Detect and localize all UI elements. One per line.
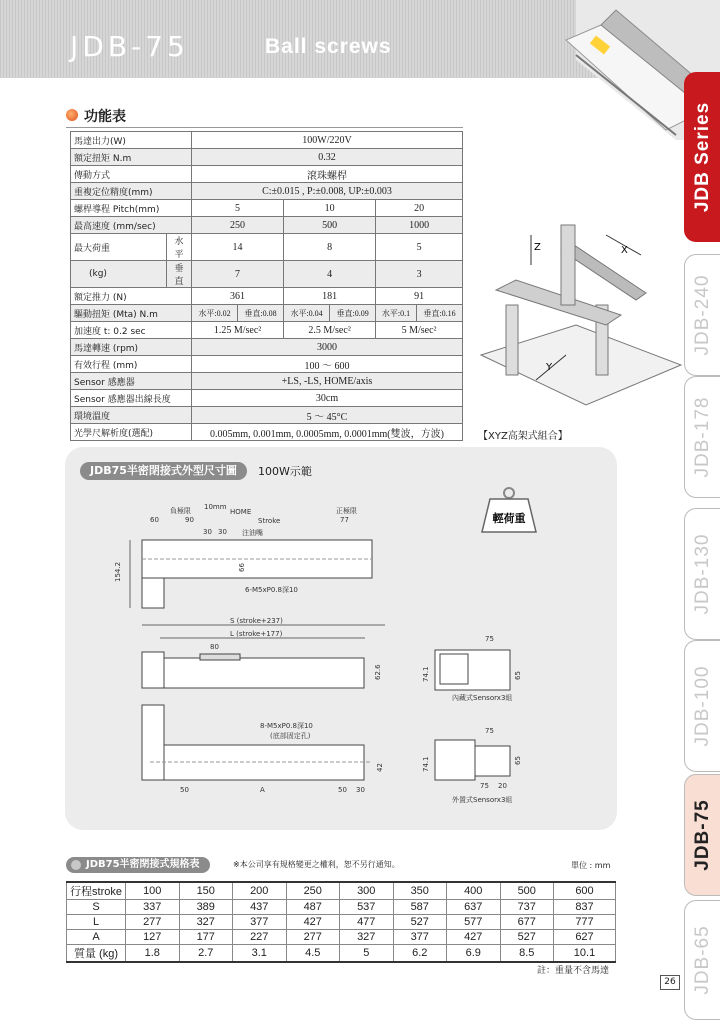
section-bullet-icon — [71, 860, 81, 870]
table-cell: 477 — [340, 915, 394, 930]
spec-value: 1.25 M/sec² — [192, 322, 284, 339]
table-cell: 10.1 — [554, 945, 616, 963]
spec-row — [71, 356, 463, 373]
drawing-note: 100W示範 — [258, 465, 312, 478]
spec-section-title: 功能表 — [84, 109, 126, 125]
row-header: 質量 (kg) — [67, 945, 126, 963]
spec-value: 0.005mm, 0.001mm, 0.0005mm, 0.0001mm(雙波，方波) — [192, 424, 463, 441]
sensor-in-label: 內藏式Sensorx3組 — [452, 694, 513, 702]
table-cell: 527 — [393, 915, 447, 930]
dim-label: 50 — [338, 786, 347, 794]
row-header: S — [67, 900, 126, 915]
stroke-table-title: JDB75半密閉接式規格表 — [86, 859, 200, 870]
stroke-table-tab — [66, 857, 210, 873]
table-cell: 637 — [447, 900, 501, 915]
page-title: JDB-75 — [70, 30, 189, 63]
tab-label: JDB-65 — [692, 925, 713, 995]
spec-value: 7 — [192, 261, 284, 288]
dim-label: 30 — [218, 528, 227, 536]
stroke-table-unit: 單位 : mm — [571, 861, 611, 870]
table-cell: 277 — [286, 930, 340, 945]
spec-value: +LS, -LS, HOME/axis — [192, 373, 463, 390]
spec-value: 14 — [192, 234, 284, 261]
table-cell: 8.5 — [500, 945, 554, 963]
spec-value: 5 ～ 45°C — [192, 407, 463, 424]
dimension-drawing — [110, 500, 530, 820]
table-cell: 150 — [179, 882, 233, 900]
spec-label: 有效行程 (mm) — [71, 356, 192, 373]
table-cell: 6.2 — [393, 945, 447, 963]
dim-label: 77 — [340, 516, 349, 524]
spec-value: 垂直:0.09 — [330, 305, 376, 322]
table-cell: 250 — [286, 882, 340, 900]
table-cell: 389 — [179, 900, 233, 915]
spec-sublabel: 水 平 — [167, 234, 192, 261]
table-cell: 337 — [126, 900, 180, 915]
spec-value: 5 — [376, 234, 463, 261]
dim-label: 65 — [514, 756, 522, 765]
xyz-caption: 【XYZ高架式組合】 — [478, 431, 568, 442]
dim-label: 30 — [356, 786, 365, 794]
spec-label: 加速度 t: 0.2 sec — [71, 322, 192, 339]
tab-jdb-100[interactable] — [684, 640, 720, 772]
spec-label: Sensor 感應器出線長度 — [71, 390, 192, 407]
spec-label: 最高速度 (mm/sec) — [71, 217, 192, 234]
tab-jdb-130[interactable] — [684, 508, 720, 640]
spec-sublabel: 垂 直 — [167, 261, 192, 288]
spec-value: 3000 — [192, 339, 463, 356]
table-row — [67, 882, 616, 900]
spec-value: 100W/220V — [192, 132, 463, 149]
spec-label: Sensor 感應器 — [71, 373, 192, 390]
spec-label: 額定推力 (N) — [71, 288, 192, 305]
spec-value: 垂直:0.08 — [238, 305, 284, 322]
tab-jdb-178[interactable] — [684, 376, 720, 498]
spec-row — [71, 424, 463, 441]
table-cell: 127 — [126, 930, 180, 945]
spec-row — [71, 166, 463, 183]
table-cell: 487 — [286, 900, 340, 915]
spec-value: 250 — [192, 217, 284, 234]
spec-value: 5 M/sec² — [376, 322, 463, 339]
spec-label: (kg) — [71, 261, 167, 288]
table-cell: 400 — [447, 882, 501, 900]
spec-value: 20 — [376, 200, 463, 217]
spec-row — [71, 200, 463, 217]
spec-value: 垂直:0.16 — [416, 305, 462, 322]
table-row — [67, 945, 616, 963]
table-row — [67, 915, 616, 930]
spec-row — [71, 305, 463, 322]
tab-label: JDB-75 — [692, 799, 713, 871]
table-row — [67, 900, 616, 915]
table-cell: 100 — [126, 882, 180, 900]
stroke-label: Stroke — [258, 517, 281, 525]
spec-label: 驅動扭矩 (Mta) N.m — [71, 305, 192, 322]
xyz-gantry-illustration — [476, 215, 686, 420]
axis-z-label: Z — [534, 242, 541, 253]
spec-row — [71, 339, 463, 356]
dim-label: 75 — [485, 635, 494, 643]
table-cell: 1.8 — [126, 945, 180, 963]
spec-value: 10 — [284, 200, 376, 217]
row-header: A — [67, 930, 126, 945]
table-cell: 377 — [393, 930, 447, 945]
hole6-label: 6-M5xP0.8深10 — [245, 586, 298, 594]
spec-value: 500 — [284, 217, 376, 234]
dim-label: 74.1 — [422, 666, 430, 682]
spec-row — [71, 234, 463, 261]
grease-label: 注油嘴 — [242, 529, 263, 537]
spec-row — [71, 261, 463, 288]
a-dim-label: A — [260, 786, 265, 794]
spec-label: 馬達出力(W) — [71, 132, 192, 149]
spec-label: 光學尺解析度(選配) — [71, 424, 192, 441]
table-cell: 600 — [554, 882, 616, 900]
spec-row — [71, 149, 463, 166]
tab-jdb-65[interactable] — [684, 900, 720, 1020]
table-cell: 3.1 — [233, 945, 287, 963]
row-header: L — [67, 915, 126, 930]
spec-row — [71, 288, 463, 305]
dim-label: 42 — [376, 763, 384, 772]
page-number: 26 — [660, 975, 680, 990]
dim-label: 20 — [498, 782, 507, 790]
spec-label: 傳動方式 — [71, 166, 192, 183]
spec-row — [71, 407, 463, 424]
tab-label: JDB-240 — [692, 274, 713, 356]
dim-label: 50 — [180, 786, 189, 794]
spec-value: 滾珠螺桿 — [192, 166, 463, 183]
sensor-out-label: 外置式Sensorx3組 — [452, 796, 513, 804]
s-dim-label: S (stroke+237) — [230, 617, 283, 625]
spec-section-header — [66, 105, 463, 128]
tab-label: JDB-178 — [692, 396, 713, 478]
table-cell: 427 — [286, 915, 340, 930]
tab-label: JDB-130 — [692, 533, 713, 615]
spec-value: 181 — [284, 288, 376, 305]
table-cell: 577 — [447, 915, 501, 930]
hole8b-label: (底部固定孔) — [270, 732, 311, 740]
spec-value: 0.32 — [192, 149, 463, 166]
table-cell: 200 — [233, 882, 287, 900]
table-cell: 350 — [393, 882, 447, 900]
dim-label: 65 — [514, 671, 522, 680]
spec-label: 馬達轉速 (rpm) — [71, 339, 192, 356]
table-cell: 500 — [500, 882, 554, 900]
hole8-label: 8-M5xP0.8深10 — [260, 722, 313, 730]
spec-value: 5 — [192, 200, 284, 217]
spec-value: 100 ～ 600 — [192, 356, 463, 373]
spec-row — [71, 373, 463, 390]
home-label: HOME — [230, 508, 252, 516]
spec-label: 螺桿導程 Pitch(mm) — [71, 200, 192, 217]
l-dim-label: L (stroke+177) — [230, 630, 283, 638]
spec-value: 361 — [192, 288, 284, 305]
table-cell: 2.7 — [179, 945, 233, 963]
table-cell: 277 — [126, 915, 180, 930]
drawing-panel-tab: JDB75半密閉接式外型尺寸圖 — [80, 462, 247, 480]
spec-value: 8 — [284, 234, 376, 261]
spec-row — [71, 217, 463, 234]
section-bullet-icon — [66, 109, 78, 121]
weight-footnote: 註：重量不含馬達 — [537, 966, 610, 976]
table-cell: 777 — [554, 915, 616, 930]
tab-jdb-240[interactable] — [684, 254, 720, 376]
table-cell: 737 — [500, 900, 554, 915]
dim-label: 90 — [185, 516, 194, 524]
spec-row — [71, 132, 463, 149]
table-cell: 537 — [340, 900, 394, 915]
table-cell: 4.5 — [286, 945, 340, 963]
table-cell: 427 — [447, 930, 501, 945]
spec-row — [71, 390, 463, 407]
table-cell: 437 — [233, 900, 287, 915]
table-cell: 6.9 — [447, 945, 501, 963]
table-cell: 377 — [233, 915, 287, 930]
axis-y-label: Y — [546, 362, 553, 373]
stroke-table — [66, 881, 616, 963]
dim-label: 30 — [203, 528, 212, 536]
spec-value: 1000 — [376, 217, 463, 234]
dim-label: 74.1 — [422, 756, 430, 772]
spec-value: 4 — [284, 261, 376, 288]
spec-value: 3 — [376, 261, 463, 288]
table-cell: 677 — [500, 915, 554, 930]
dim-label: 62.6 — [374, 664, 382, 680]
spec-label: 重複定位精度(mm) — [71, 183, 192, 200]
spec-value: 水平:0.04 — [284, 305, 330, 322]
spec-row — [71, 322, 463, 339]
table-row — [67, 930, 616, 945]
spec-label: 環境溫度 — [71, 407, 192, 424]
table-cell: 327 — [179, 915, 233, 930]
tab-jdb-75[interactable] — [684, 774, 720, 896]
spec-value: 2.5 M/sec² — [284, 322, 376, 339]
spec-value: 91 — [376, 288, 463, 305]
dim-label: 60 — [150, 516, 159, 524]
stroke-table-note: ※本公司享有規格變更之權利，恕不另行通知。 — [233, 860, 400, 869]
tab-label: JDB-100 — [692, 665, 713, 747]
table-cell: 527 — [500, 930, 554, 945]
table-cell: 627 — [554, 930, 616, 945]
dim-label: 75 — [485, 727, 494, 735]
table-cell: 327 — [340, 930, 394, 945]
spec-value: 水平:0.02 — [192, 305, 238, 322]
dim-label: 80 — [210, 643, 219, 651]
row-header: 行程stroke — [67, 882, 126, 900]
spec-label: 額定扭矩 N.m — [71, 149, 192, 166]
table-cell: 177 — [179, 930, 233, 945]
spec-label: 最大荷重 — [71, 234, 167, 261]
tab-jdb-series[interactable] — [684, 72, 720, 242]
page-subtitle: Ball screws — [265, 35, 392, 58]
neg-limit-label: 負極限 — [170, 507, 191, 515]
dim-label: 154.2 — [114, 561, 122, 582]
dim-label: 66 — [238, 563, 246, 572]
table-cell: 5 — [340, 945, 394, 963]
spec-value: C:±0.015 , P:±0.008, UP:±0.003 — [192, 183, 463, 200]
tab-label: JDB Series — [692, 101, 713, 213]
dim-label: 10mm — [204, 503, 227, 511]
weight-label: 輕荷重 — [492, 512, 526, 525]
dim-label: 75 — [480, 782, 489, 790]
spec-value: 30cm — [192, 390, 463, 407]
spec-row — [71, 183, 463, 200]
table-cell: 587 — [393, 900, 447, 915]
table-cell: 837 — [554, 900, 616, 915]
axis-x-label: X — [621, 245, 628, 256]
spec-table — [70, 131, 463, 441]
table-cell: 227 — [233, 930, 287, 945]
spec-value: 水平:0.1 — [376, 305, 417, 322]
table-cell: 300 — [340, 882, 394, 900]
pos-limit-label: 正極限 — [336, 507, 357, 515]
